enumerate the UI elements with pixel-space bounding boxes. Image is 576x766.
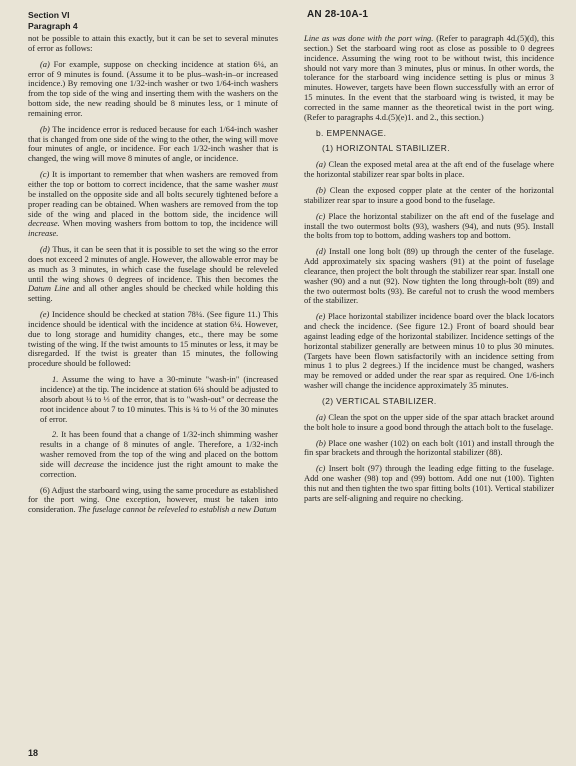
paragraph-c-text-1: It is important to remember that when washers are removed from either the top or bottom to correct incidence, that the same washer	[28, 169, 278, 189]
paragraph-c-increase: increase.	[28, 228, 59, 239]
paragraph-b	[28, 125, 278, 164]
v-paragraph-b	[304, 439, 554, 459]
h-paragraph-b-text: Clean the exposed copper plate at the center of the horizontal stabilizer rear spar to insure a good bond to the fuselage.	[304, 184, 554, 205]
step-1-label: 1.	[52, 374, 59, 385]
step-2-text-1: It has been found that a change of 1/32-inch shimming washer results in a change of 8 minutes of angle. Therefore, a 1/32-inch washer removed from the top of the wing and placed on the bottom side will	[40, 429, 278, 469]
left-column	[28, 34, 278, 521]
paragraph-c	[28, 170, 278, 239]
step-1-text: Assume the wing to have a 30-minute "wash-in" (increased incidence) at the tip. The incidence at station 6¼ should be adjusted to absorb about ¼ to ⅓ of the error, that is to "wash-out" or decrease the root incidence about 7 to 10 minutes. This is ¼ to ⅓ of the 30 minutes of error.	[40, 374, 278, 424]
paragraph-b-label: (b)	[40, 123, 50, 134]
paragraph-c-text-3: When moving washers from bottom to top, the incidence will	[59, 218, 278, 229]
paragraph-d-text-2: and all other angles should be checked while holding this setting.	[28, 283, 278, 304]
paragraph-d-label: (d)	[40, 244, 50, 255]
paragraph-6-italic: The fuselage cannot be releveled to establish a new Datum	[77, 504, 277, 515]
right-column	[304, 34, 554, 521]
step-2-label: 2.	[52, 429, 59, 440]
text-columns	[28, 34, 554, 521]
h-paragraph-d	[304, 247, 554, 306]
page-number: 18	[28, 748, 39, 758]
h-paragraph-e	[304, 312, 554, 391]
h-paragraph-a-label: (a)	[316, 159, 326, 170]
v-paragraph-b-text: Place one washer (102) on each bolt (101) and install through the fin spar brackets and through the horizontal stabilizer (88).	[304, 437, 554, 458]
paragraph-d	[28, 245, 278, 304]
continued-paragraph: not be possible to attain this exactly, but it can be set to several minutes of error as follows:	[28, 33, 278, 53]
heading-vertical-stabilizer: (2) VERTICAL STABILIZER.	[322, 396, 437, 406]
paragraph-c-text-2: be installed on the opposite side and all bolts securely tightened before a proper reading can be obtained. When washers are removed from the top side of the wing and placed in the bottom side, the incidence will	[28, 188, 278, 219]
paragraph-number: Paragraph 4	[28, 20, 78, 31]
v-paragraph-a-text: Clean the spot on the upper side of the spar attach bracket around the bolt hole to insure a good bond through the attach bolt to the fuselage.	[304, 411, 554, 432]
step-2	[40, 430, 278, 479]
v-paragraph-c	[304, 464, 554, 503]
v-paragraph-a	[304, 413, 554, 433]
h-paragraph-b	[304, 186, 554, 206]
v-paragraph-c-text: Insert bolt (97) through the leading edge fitting to the fuselage. Add one washer (98) top and (99) bottom. Add one nut (100). Tighten this nut and then tighten the two spar fitting bolts (101). Vertical stabilizer parts are self-aligning and require no checking.	[304, 463, 554, 503]
continued-italic: Line as was done with the port wing.	[304, 33, 434, 43]
paragraph-e-label: (e)	[40, 309, 50, 320]
h-paragraph-c	[304, 212, 554, 242]
h-paragraph-d-text: Install one long bolt (89) up through the center of the fuselage. Add approximately six spacing washers (91) at the point of fuselage clearance, then project the bolt through the stabilizer rear spar. Install one washer (90) and a nut (92). Now tighten the long through-bolt (89) and the two outermost bolts (93). Be careful not to crush the wood members of the stabilizer.	[304, 246, 554, 306]
section-label	[28, 10, 78, 31]
h-paragraph-e-text: Place horizontal stabilizer incidence board over the black locators and check the incidence. (See figure 12.) Front of board should bear against leading edge of the horizontal stabilizer. Incidence settings of the horizontal stabilizer generally are between minus 10 to plus 30 minutes. (Targets have been flown satisfactorily with an incidence setting from minus 1 to plus 2 degrees.) If the incidence must be changed, washers may be removed or added under the rear spar as required. One 1/6-inch washer will change the incidence approximately 35 minutes.	[304, 311, 554, 391]
h-paragraph-a-text: Clean the exposed metal area at the aft end of the fuselage where the horizontal stabilizer rear spar bolts in place.	[304, 159, 554, 180]
heading-horizontal-stabilizer: (1) HORIZONTAL STABILIZER.	[322, 143, 450, 154]
paragraph-c-must: must	[262, 178, 278, 189]
paragraph-a-label: (a)	[40, 58, 50, 69]
paragraph-a-text: For example, suppose on checking incidence at station 6¼, an error of 9 minutes is found. (Assume it to be plus–wash-in–or increased incidence.) By removing one 1/32-inch washer or two 1/64-inch washers from the top side of the wing and inserting them with the washers on the bottom side, the new reading should be 8 minutes less, or 1 minute of remaining error.	[28, 58, 278, 118]
paragraph-6	[28, 486, 278, 516]
v-paragraph-c-label: (c)	[316, 463, 326, 474]
paragraph-d-text-1: Thus, it can be seen that it is possible to set the wing so the error does not exceed 2 minutes of angle. However, the allowable error may be as much as 3 minutes, in which case the fuselage should be releveled until the wing shows 0 degrees of incidence. This then becomes the	[28, 244, 278, 284]
manual-number: AN 28-10A-1	[307, 9, 369, 20]
paragraph-c-label: (c)	[40, 169, 50, 180]
h-paragraph-d-label: (d)	[316, 246, 326, 257]
heading-empennage: b. EMPENNAGE.	[316, 127, 387, 138]
paragraph-c-decrease: decrease.	[28, 218, 60, 229]
step-2-text-2: the incidence just the right amount to make the correction.	[40, 458, 278, 479]
paragraph-e	[28, 310, 278, 369]
step-2-decrease: decrease	[74, 458, 104, 469]
paragraph-a	[28, 60, 278, 119]
paragraph-6-text: (6) Adjust the starboard wing, using the same procedure as established for the port wing. One exception, however, must be taken into consideration.	[28, 484, 278, 515]
paragraph-e-text: Incidence should be checked at station 78¼. (See figure 11.) This incidence should be identical with the incidence at station 6¼. However, due to long storage and humidity changes, etc., there may be some twisting of the wing. If the twist amounts to 15 minutes or less, it may be disregarded. If the twist is greater than 15 minutes, the following procedure should be followed:	[28, 309, 278, 369]
h-paragraph-a	[304, 160, 554, 180]
v-paragraph-a-label: (a)	[316, 411, 326, 422]
h-paragraph-c-text: Place the horizontal stabilizer on the aft end of the fuselage and install the two outermost bolts (93), washers (94), and nuts (95). Install the bolts from top to bottom, adding washers top and bottom.	[304, 210, 554, 241]
h-paragraph-c-label: (c)	[316, 210, 326, 221]
paragraph-b-text: The incidence error is reduced because for each 1/64-inch washer that is changed from one side of the wing to the other, the wing will move four minutes of angle, or incidence. For each 1/32-inch washer that is changed, the wing will move 8 minutes of angle, or incidence.	[28, 123, 278, 164]
v-paragraph-b-label: (b)	[316, 437, 326, 448]
h-paragraph-e-label: (e)	[316, 311, 326, 322]
paragraph-d-datum: Datum Line	[28, 283, 70, 294]
h-paragraph-b-label: (b)	[316, 184, 326, 195]
section-number: Section VI	[28, 10, 70, 20]
continued-text: (Refer to paragraph 4d.(5)(d), this section.) Set the starboard wing root as close as possible to 0 degrees incidence. Assuming the wing root to be without twist, this incidence should not vary more than 3 minutes, plus or minus. In other words, the tolerance for the starboard wing incidence setting is plus or minus 3 minutes. However, targets have been flown successfully with an error of 15 minutes. In the event that the starboard wing is twisted, it may be corrected in the same manner as the theoretical twist in the port wing. (Refer to paragraphs 4.d.(5)(e)1. and 2., this section.)	[304, 33, 554, 122]
step-1	[40, 375, 278, 424]
continued-paragraph-6	[304, 34, 554, 123]
